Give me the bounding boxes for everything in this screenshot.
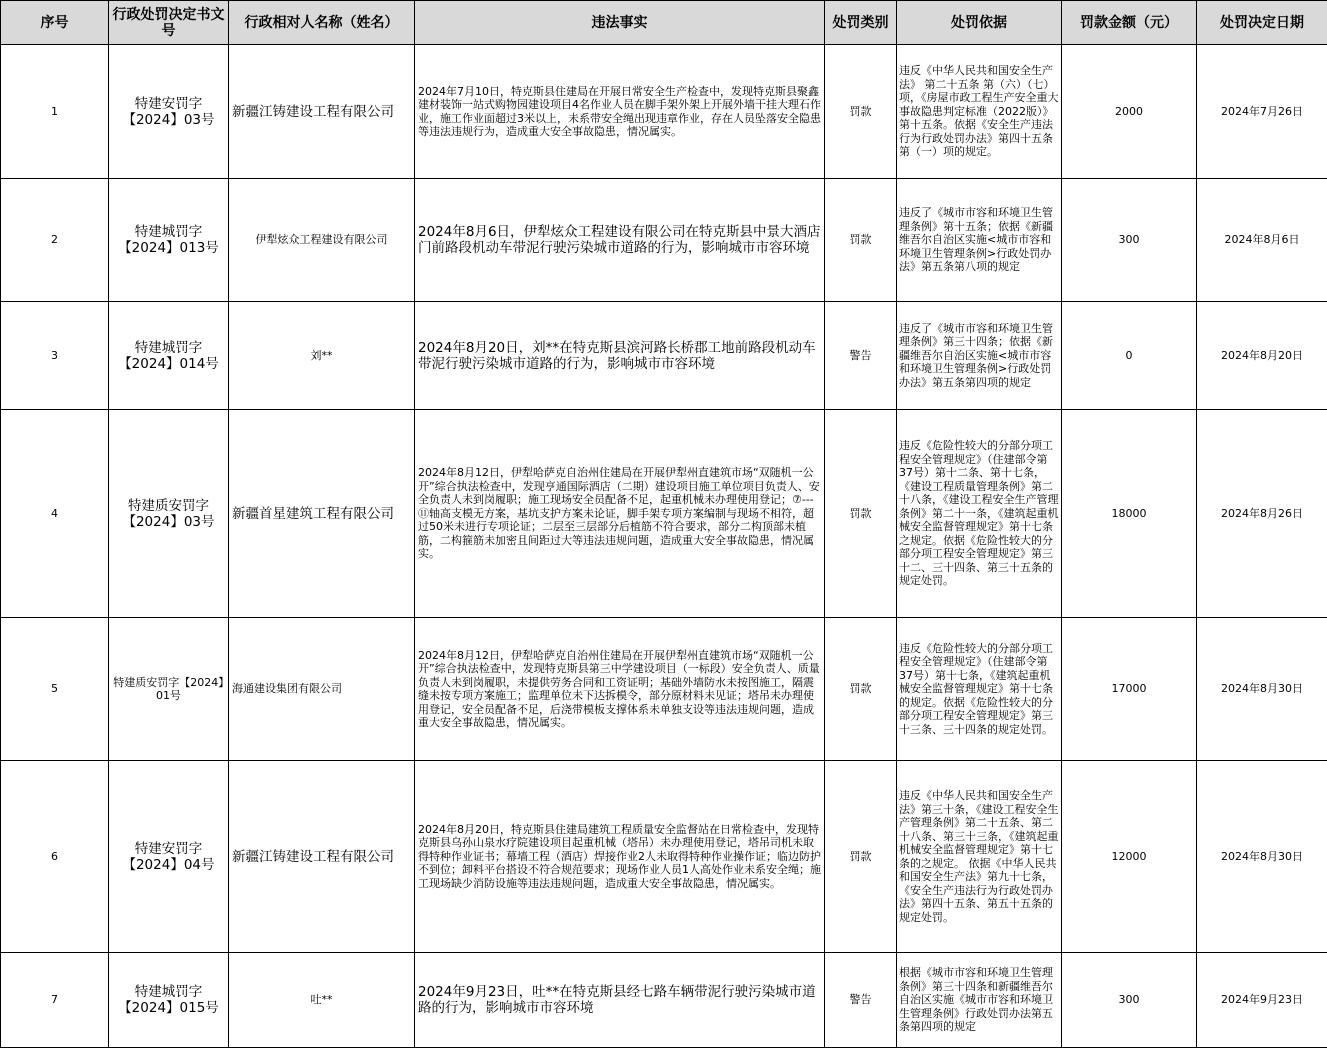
cell-basis: 根据《城市市容和环境卫生管理条例》第三十四条和新疆维吾尔自治区实施《城市市容和环境卫生管理条例》行政处罚办法第五条第四项的规定 — [897, 953, 1062, 1048]
cell-basis: 违反《中华人民共和国安全生产法》第三十条，《建设工程安全生产管理条例》第二十五条、第二十八条、第三十三条，《建筑起重机械安全监督管理规定》第十七条的之规定。 依据《中华人民共和国安全生产法》第九十七条，《安全生产违法行为行政处罚办法》第四十五条、第五十五条的规定处罚。 — [897, 761, 1062, 953]
table-row — [1, 953, 1327, 1048]
cell-basis: 违反了《城市市容和环境卫生管理条例》第三十四条；依据《新疆维吾尔自治区实施<城市市容和环境卫生管理条例>行政处罚办法》第五条第四项的规定 — [897, 302, 1062, 410]
cell-party: 刘** — [229, 302, 415, 410]
cell-date: 2024年8月26日 — [1197, 410, 1327, 618]
cell-basis: 违反《中华人民共和国安全生产法》 第二十五条 第（六）（七）项，《房屋市政工程生产安全重大事故隐患判定标准（2022版）》第十五条。依据《安全生产违法行为行政处罚办法》第四十五条第（一）项的规定。 — [897, 45, 1062, 179]
cell-doc-no: 特建安罚字【2024】04号 — [109, 761, 229, 953]
header-row — [1, 1, 1327, 45]
cell-date: 2024年7月26日 — [1197, 45, 1327, 179]
header-amount: 罚款金额（元） — [1062, 1, 1197, 45]
cell-facts: 2024年8月12日，伊犁哈萨克自治州住建局在开展伊犁州直建筑市场“双随机一公开”综合执法检查中，发现特克斯县第三中学建设项目（一标段）安全负责人、质量负责人未到岗履职，未提供劳务合同和工资证明；基础外墙防水未按图施工，隔震缝未按专项方案施工；监理单位未下达拆模令，部分原材料未见证；塔吊未办理使用登记，安全员配备不足，后浇带模板支撑体系未单独支设等违法违规问题，造成重大安全事故隐患，情况属实。 — [415, 618, 825, 761]
header-date: 处罚决定日期 — [1197, 1, 1327, 45]
cell-doc-no: 特建安罚字【2024】03号 — [109, 45, 229, 179]
cell-date: 2024年8月20日 — [1197, 302, 1327, 410]
cell-facts: 2024年8月20日，刘**在特克斯县滨河路长桥郡工地前路段机动车带泥行驶污染城市道路的行为，影响城市市容环境 — [415, 302, 825, 410]
cell-party: 新疆首星建筑工程有限公司 — [229, 410, 415, 618]
cell-category: 罚款 — [825, 618, 897, 761]
cell-party: 吐** — [229, 953, 415, 1048]
cell-facts: 2024年8月12日，伊犁哈萨克自治州住建局在开展伊犁州直建筑市场“双随机一公开”综合执法检查中，发现亨通国际酒店（二期）建设项目施工单位项目负责人、安全负责人未到岗履职；施工现场安全员配备不足，起重机械未办理使用登记；⑦---⑪轴高支模无方案，基坑支护方案未论证，脚手架专项方案编制与现场不相符，超过50米未进行专项论证；二层至三层部分后植筋不符合要求，部分二构顶部未植筋，二构箍筋未加密且间距过大等违法违规问题，造成重大安全事故隐患，情况属实。 — [415, 410, 825, 618]
cell-seq: 7 — [1, 953, 109, 1048]
header-doc-no: 行政处罚决定书文号 — [109, 1, 229, 45]
table-row — [1, 45, 1327, 179]
header-party: 行政相对人名称（姓名） — [229, 1, 415, 45]
cell-category: 罚款 — [825, 179, 897, 302]
table-row — [1, 761, 1327, 953]
cell-facts: 2024年8月20日，特克斯县住建局建筑工程质量安全监督站在日常检查中，发现特克斯县乌孙山泉水疗院建设项目起重机械（塔吊）未办理使用登记，塔吊司机未取得特种作业证书；幕墙工程（酒店）焊接作业2人未取得特种作业操作证；临边防护不到位；卸料平台搭设不符合规范要求；现场作业人员1人高处作业未系安全绳；施工现场缺少消防设施等违法违规问题，造成重大安全事故隐患，情况属实。 — [415, 761, 825, 953]
cell-amount: 300 — [1062, 953, 1197, 1048]
cell-amount: 12000 — [1062, 761, 1197, 953]
cell-date: 2024年8月30日 — [1197, 618, 1327, 761]
header-category: 处罚类别 — [825, 1, 897, 45]
header-facts: 违法事实 — [415, 1, 825, 45]
cell-date: 2024年9月23日 — [1197, 953, 1327, 1048]
header-seq: 序号 — [1, 1, 109, 45]
cell-amount: 0 — [1062, 302, 1197, 410]
cell-party: 新疆江铸建设工程有限公司 — [229, 761, 415, 953]
cell-facts: 2024年7月10日，特克斯县住建局在开展日常安全生产检查中，发现特克斯县聚鑫建材装饰一站式购物园建设项目4名作业人员在脚手架外架上开展外墙干挂大理石作业，施工作业面超过3米以上，未系带安全绳出现违章作业，存在人员坠落安全隐患等违法违规行为，造成重大安全事故隐患，情况属实。 — [415, 45, 825, 179]
cell-amount: 2000 — [1062, 45, 1197, 179]
cell-basis: 违反《危险性较大的分部分项工程安全管理规定》（住建部令第37号）第十七条，《建筑起重机械安全监督管理规定》第十七条的规定。依据《危险性较大的分部分项工程安全管理规定》第三十三条、三十四条的规定处罚。 — [897, 618, 1062, 761]
cell-seq: 6 — [1, 761, 109, 953]
cell-party: 海通建设集团有限公司 — [229, 618, 415, 761]
cell-basis: 违反《危险性较大的分部分项工程安全管理规定》（住建部令第37号）第十二条、第十七条，《建设工程质量管理条例》第二十八条，《建设工程安全生产管理条例》第二十一条，《建筑起重机械安全监督管理规定》第十七条之规定。依据《危险性较大的分部分项工程安全管理规定》第三十二、三十四条、第三十五条的规定处罚。 — [897, 410, 1062, 618]
cell-doc-no: 特建城罚字【2024】013号 — [109, 179, 229, 302]
cell-doc-no: 特建城罚字【2024】014号 — [109, 302, 229, 410]
table-row — [1, 179, 1327, 302]
cell-seq: 4 — [1, 410, 109, 618]
cell-category: 罚款 — [825, 45, 897, 179]
cell-doc-no: 特建质安罚字【2024】03号 — [109, 410, 229, 618]
cell-amount: 18000 — [1062, 410, 1197, 618]
table-row — [1, 618, 1327, 761]
header-basis: 处罚依据 — [897, 1, 1062, 45]
table-row — [1, 410, 1327, 618]
cell-date: 2024年8月30日 — [1197, 761, 1327, 953]
cell-amount: 17000 — [1062, 618, 1197, 761]
cell-date: 2024年8月6日 — [1197, 179, 1327, 302]
cell-party: 伊犁炫众工程建设有限公司 — [229, 179, 415, 302]
cell-category: 警告 — [825, 302, 897, 410]
cell-category: 罚款 — [825, 761, 897, 953]
cell-seq: 5 — [1, 618, 109, 761]
cell-seq: 1 — [1, 45, 109, 179]
cell-amount: 300 — [1062, 179, 1197, 302]
cell-doc-no: 特建城罚字【2024】015号 — [109, 953, 229, 1048]
table-row — [1, 302, 1327, 410]
cell-party: 新疆江铸建设工程有限公司 — [229, 45, 415, 179]
cell-seq: 2 — [1, 179, 109, 302]
cell-basis: 违反了《城市市容和环境卫生管理条例》第十五条；依据《新疆维吾尔自治区实施<城市市容和环境卫生管理条例>行政处罚办法》第五条第八项的规定 — [897, 179, 1062, 302]
cell-facts: 2024年8月6日，伊犁炫众工程建设有限公司在特克斯县中景大酒店门前路段机动车带泥行驶污染城市道路的行为，影响城市市容环境 — [415, 179, 825, 302]
cell-category: 罚款 — [825, 410, 897, 618]
cell-seq: 3 — [1, 302, 109, 410]
cell-category: 警告 — [825, 953, 897, 1048]
cell-facts: 2024年9月23日，吐**在特克斯县经七路车辆带泥行驶污染城市道路的行为，影响城市市容环境 — [415, 953, 825, 1048]
cell-doc-no: 特建质安罚字【2024】01号 — [109, 618, 229, 761]
